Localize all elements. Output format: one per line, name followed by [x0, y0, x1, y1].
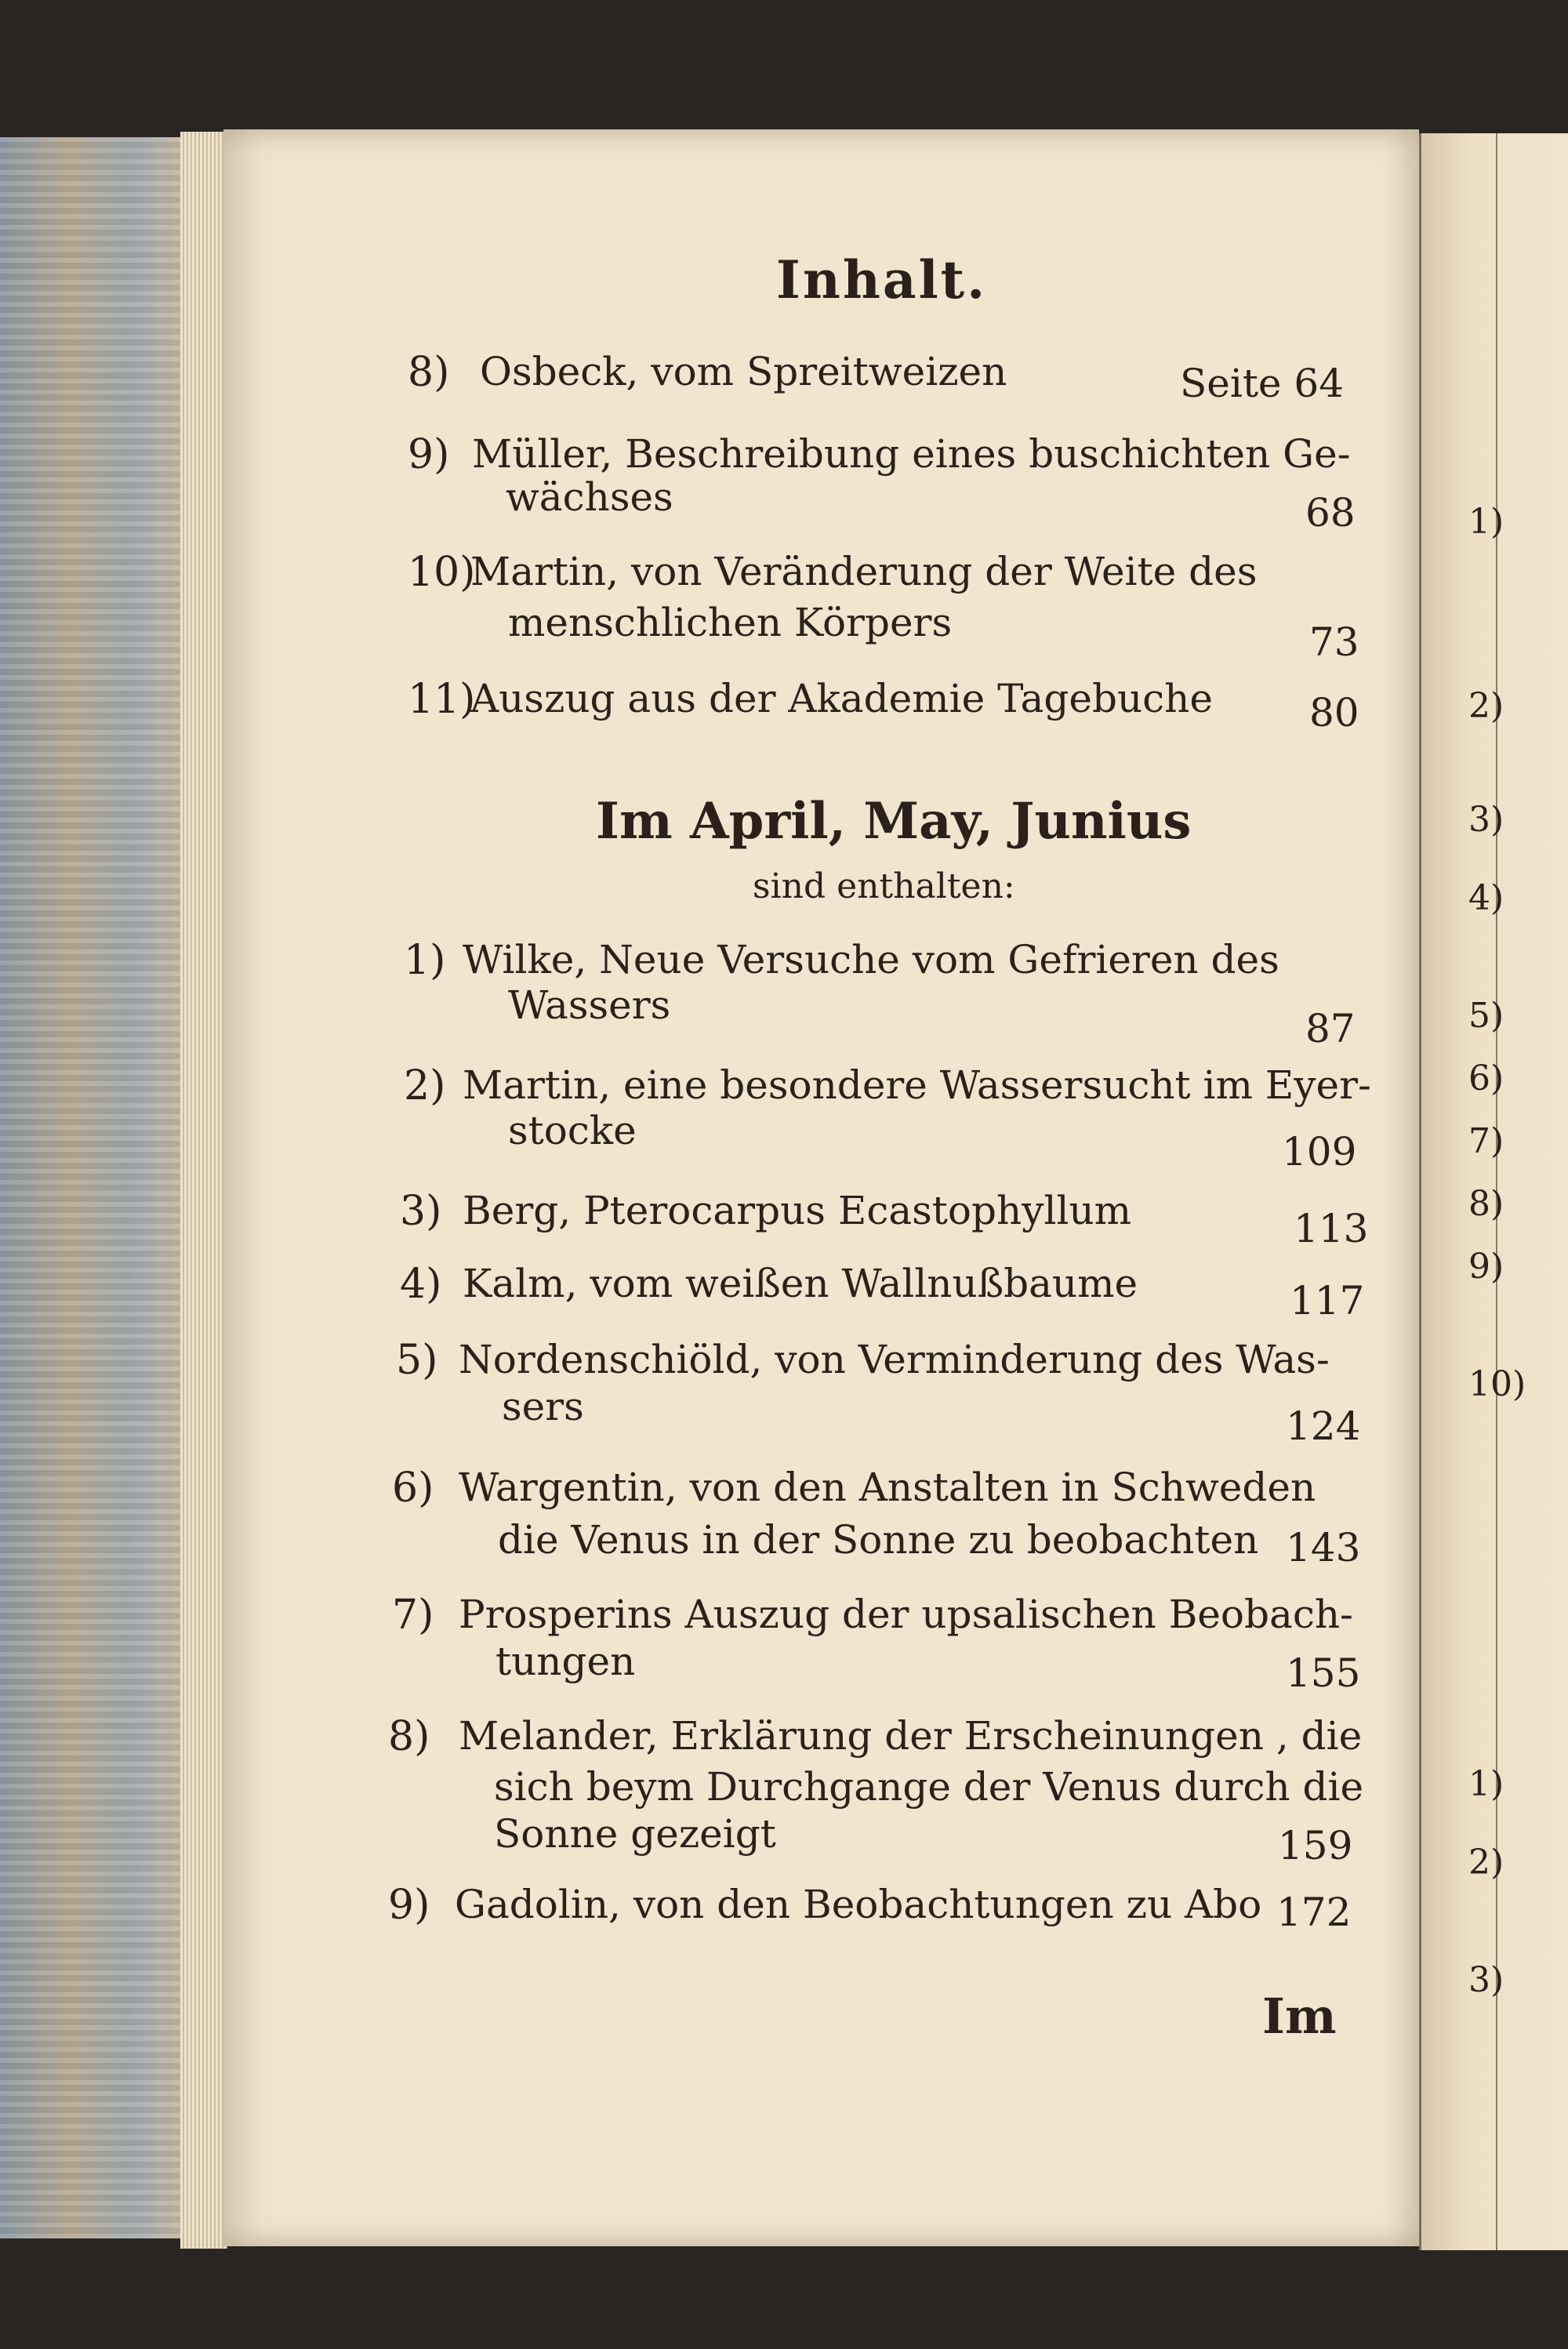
entry-page: 80	[1309, 690, 1359, 735]
entry-number: 8)	[408, 349, 450, 396]
section-subtitle: sind enthalten:	[753, 866, 1015, 906]
entry-text: Kalm, vom weißen Wallnußbaume	[463, 1261, 1138, 1306]
facing-page	[1419, 133, 1568, 2250]
entry-text: Prosperins Auszug der upsalischen Beobach-	[459, 1592, 1353, 1637]
page-stack	[180, 132, 227, 2249]
entry-text: Osbeck, vom Spreitweizen	[480, 349, 1007, 394]
facing-page-fragment: 3)	[1468, 800, 1504, 840]
entry-text: Wilke, Neue Versuche vom Gefrieren des	[463, 937, 1279, 982]
entry-text-continuation: die Venus in der Sonne zu beobachten	[498, 1517, 1259, 1563]
entry-number: 3)	[400, 1188, 442, 1235]
entry-page: 87	[1305, 1006, 1356, 1051]
section-title: Im April, May, Junius	[596, 792, 1192, 851]
entry-number: 7)	[392, 1592, 434, 1639]
entry-number: 5)	[396, 1337, 438, 1384]
entry-text-continuation: sich beym Durchgange der Venus durch die	[494, 1764, 1364, 1810]
entry-text: Gadolin, von den Beobachtungen zu Abo	[455, 1882, 1262, 1927]
entry-number: 4)	[400, 1261, 442, 1308]
entry-number: 11)	[408, 676, 476, 723]
entry-number: 10)	[408, 549, 476, 596]
entry-text: Martin, von Veränderung der Weite des	[470, 549, 1258, 594]
entry-number: 6)	[392, 1465, 434, 1512]
entry-number: 8)	[388, 1713, 430, 1760]
entry-number: 1)	[404, 937, 446, 984]
entry-page: 155	[1286, 1650, 1361, 1696]
facing-page-fragment: 9)	[1468, 1247, 1504, 1287]
entry-text: Berg, Pterocarpus Ecastophyllum	[463, 1188, 1132, 1233]
entry-text-continuation: tungen	[495, 1639, 636, 1684]
entry-page: 159	[1278, 1823, 1353, 1868]
entry-text: Martin, eine besondere Wassersucht im Eyer-	[463, 1062, 1371, 1108]
entry-text: Wargentin, von den Anstalten in Schweden	[459, 1465, 1316, 1510]
entry-text-continuation: menschlichen Körpers	[508, 600, 953, 645]
entry-page: Seite 64	[1180, 361, 1345, 406]
facing-page-fragment: 2)	[1468, 686, 1504, 726]
facing-page-fragment: 8)	[1468, 1184, 1504, 1224]
facing-page-fragment: 3)	[1468, 1960, 1504, 2000]
entry-number: 9)	[408, 431, 450, 478]
entry-number: 2)	[404, 1062, 446, 1109]
entry-page: 73	[1309, 619, 1359, 665]
facing-page-fragment: 4)	[1468, 878, 1504, 918]
entry-text: Auszug aus der Akademie Tagebuche	[470, 676, 1213, 721]
entry-text-continuation: wächses	[506, 474, 673, 520]
entry-page: 68	[1305, 490, 1356, 536]
facing-page-fragment: 1)	[1468, 1764, 1504, 1804]
entry-text-continuation: stocke	[508, 1108, 637, 1153]
entry-text: Müller, Beschreibung eines buschichten Ge-	[472, 431, 1351, 477]
entry-text: Nordenschiöld, von Verminderung des Was-	[459, 1337, 1330, 1382]
facing-page-fragment: 6)	[1468, 1058, 1504, 1098]
entry-text-continuation: Wassers	[508, 982, 671, 1028]
entry-page: 113	[1294, 1206, 1369, 1251]
facing-page-fragment: 7)	[1468, 1121, 1504, 1161]
entry-page: 143	[1286, 1525, 1361, 1570]
entry-text-continuation: Sonne gezeigt	[494, 1811, 776, 1857]
catchword: Im	[1262, 1988, 1337, 2045]
entry-text-continuation: sers	[502, 1384, 584, 1429]
page-title: Inhalt.	[776, 249, 988, 310]
entry-number: 9)	[388, 1882, 430, 1929]
facing-page-fragment: 1)	[1468, 502, 1504, 542]
entry-page: 109	[1282, 1129, 1357, 1174]
facing-page-fragment: 5)	[1468, 996, 1504, 1036]
entry-page: 172	[1276, 1890, 1352, 1935]
entry-text: Melander, Erklärung der Erscheinungen , die	[459, 1713, 1363, 1759]
facing-page-fragment: 10)	[1468, 1364, 1526, 1404]
facing-page-fragment: 2)	[1468, 1843, 1504, 1882]
entry-page: 117	[1290, 1278, 1365, 1323]
entry-page: 124	[1286, 1403, 1361, 1449]
